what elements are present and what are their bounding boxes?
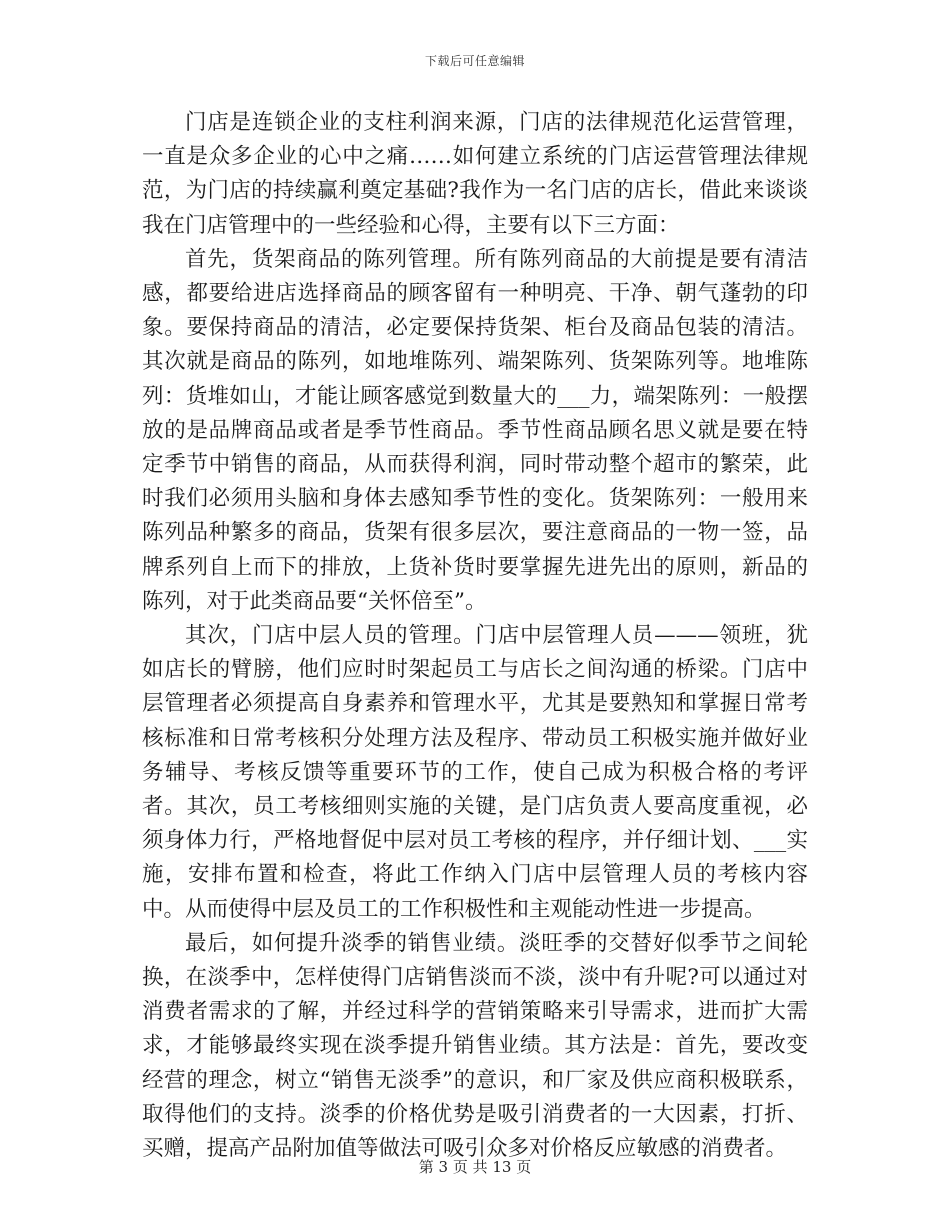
paragraph-shelf-display: 首先，货架商品的陈列管理。所有陈列商品的大前提是要有清洁感，都要给进店选择商品的顾客留有一种明亮、干净、朝气蓬勃的印象。要保持商品的清洁，必定要保持货架、柜台及商品包装的清洁。其次就是商品的陈列，如地堆陈列、端架陈列、货架陈列等。地堆陈列：货堆如山，才能让顾客感觉到数量大的___力，端架陈列：一般摆放的是品牌商品或者是季节性商品。季节性商品顾名思义就是要在特定季节中销售的商品，从而获得利润，同时带动整个超市的繁荣，此时我们必须用头脑和身体去感知季节性的变化。货架陈列：一般用来陈列品种繁多的商品，货架有很多层次，要注意商品的一物一签，品牌系列自上而下的排放，上货补货时要掌握先进先出的原则，新品的陈列，对于此类商品要“关怀倍至”。 — [142, 246, 808, 614]
page-header-note: 下载后可任意编辑 — [424, 54, 525, 68]
paragraph-intro: 门店是连锁企业的支柱利润来源，门店的法律规范化运营管理，一直是众多企业的心中之痛……如何建立系统的门店运营管理法律规范，为门店的持续赢利奠定基础?我作为一名门店的店长，借此来谈谈我在门店管理中的一些经验和心得，主要有以下三方面： — [142, 110, 808, 238]
paragraph-middle-management: 其次，门店中层人员的管理。门店中层管理人员———领班，犹如店长的臂膀，他们应时时架起员工与店长之间沟通的桥梁。门店中层管理者必须提高自身素养和管理水平，尤其是要熟知和掌握日常考核标准和日常考核积分处理方法及程序、带动员工积极实施并做好业务辅导、考核反馈等重要环节的工作，使自己成为积极合格的考评者。其次，员工考核细则实施的关键，是门店负责人要高度重视，必须身体力行，严格地督促中层对员工考核的程序，并仔细计划、___实施，安排布置和检查，将此工作纳入门店中层管理人员的考核内容中。从而使得中层及员工的工作积极性和主观能动性进一步提高。 — [142, 623, 808, 922]
page-number-footer: 第 3 页 共 13 页 — [418, 1158, 532, 1176]
paragraph-off-season-sales: 最后，如何提升淡季的销售业绩。淡旺季的交替好似季节之间轮换，在淡季中，怎样使得门店销售淡而不淡，淡中有升呢?可以通过对消费者需求的了解，并经过科学的营销策略来引导需求，进而扩大需求，才能够最终实现在淡季提升销售业绩。其方法是：首先，要改变经营的理念，树立“销售无淡季”的意识，和厂家及供应商积极联系，取得他们的支持。淡季的价格优势是吸引消费者的一大因素，打折、买赠，提高产品附加值等做法可吸引众多对价格反应敏感的消费者。 — [142, 930, 808, 1162]
document-body — [142, 106, 808, 1166]
